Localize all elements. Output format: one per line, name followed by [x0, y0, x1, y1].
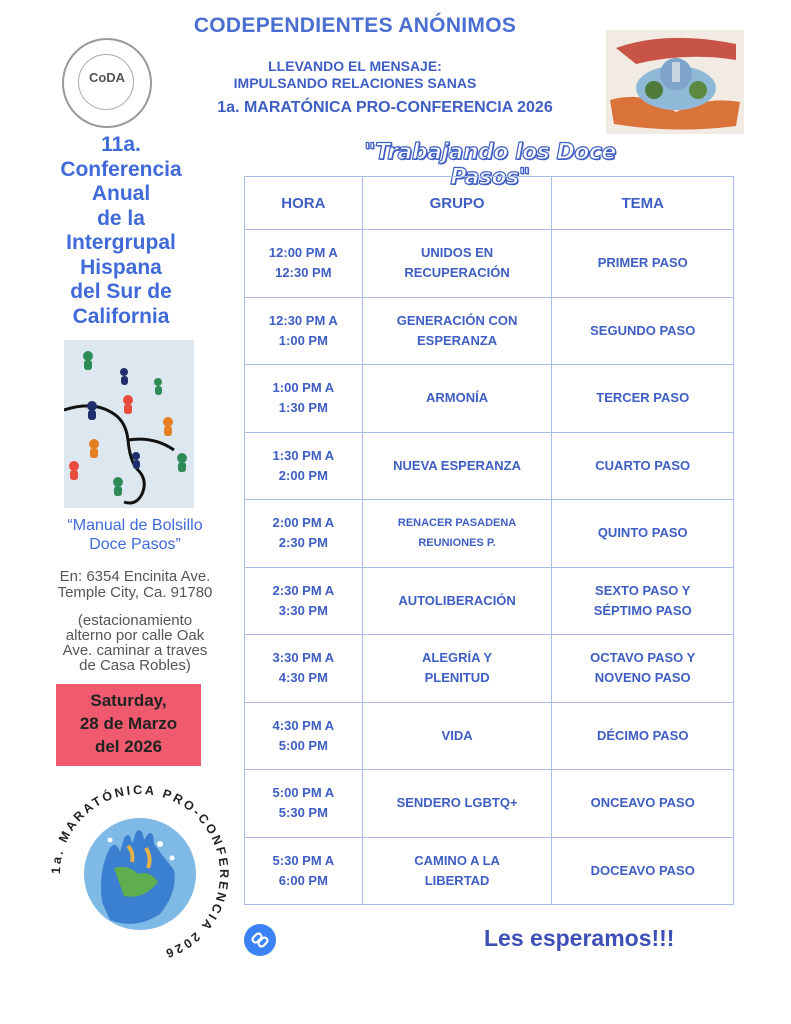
cell-line: GENERACIÓN CON	[396, 312, 518, 328]
table-row	[245, 297, 734, 365]
cell-grupo	[362, 365, 552, 433]
cell-tema	[552, 770, 734, 838]
manual-title	[40, 516, 230, 554]
cell-grupo	[362, 500, 552, 568]
header-line-3: 1a. MARATÓNICA PRO-CONFERENCIA 2026	[217, 99, 553, 116]
cell-line: SÉPTIMO PASO	[593, 602, 692, 618]
date-line: 28 de Marzo	[79, 714, 178, 733]
cell-hora	[245, 365, 363, 433]
cell-hora	[245, 230, 363, 298]
cell-hora	[245, 770, 363, 838]
table-row	[245, 837, 734, 905]
cell-line: 6:00 PM	[278, 872, 328, 888]
cell-line: CAMINO A LA	[414, 852, 500, 868]
cell-line: ALEGRÍA Y	[422, 650, 493, 666]
cell-line: RENACER PASADENA	[397, 517, 517, 530]
table-row	[245, 567, 734, 635]
header-tema: TEMA	[552, 177, 734, 230]
cell-hora	[245, 500, 363, 568]
marathon-badge	[40, 774, 240, 974]
cell-grupo	[362, 230, 552, 298]
table-row	[245, 365, 734, 433]
address-line: Temple City, Ca. 91780	[57, 584, 213, 601]
cell-line: 2:30 PM A	[272, 582, 335, 598]
cell-line: TERCER PASO	[596, 390, 690, 406]
date-line: Saturday,	[90, 691, 167, 710]
cell-tema	[552, 567, 734, 635]
cell-hora	[245, 567, 363, 635]
title-line: del Sur de	[70, 280, 172, 303]
manual-line: Doce Pasos”	[89, 536, 181, 553]
cell-line: 2:00 PM A	[272, 515, 335, 531]
cell-grupo	[362, 432, 552, 500]
cell-line: REUNIONES P.	[418, 537, 496, 550]
table-row	[245, 770, 734, 838]
cell-hora	[245, 702, 363, 770]
cell-tema	[552, 297, 734, 365]
closing-message: Les esperamos!!!	[484, 925, 675, 951]
cell-tema	[552, 500, 734, 568]
schedule-body	[245, 230, 734, 905]
network-people-image	[64, 340, 194, 508]
header-line-2: IMPULSANDO RELACIONES SANAS	[233, 75, 477, 91]
cell-tema	[552, 837, 734, 905]
cell-grupo	[362, 635, 552, 703]
cell-line: 1:00 PM	[278, 332, 328, 348]
header-hora: HORA	[245, 177, 363, 230]
address-line: En: 6354 Encinita Ave.	[59, 568, 211, 585]
parking-note	[30, 613, 240, 673]
cell-hora	[245, 297, 363, 365]
badge-graphic	[40, 774, 240, 974]
cell-grupo	[362, 702, 552, 770]
cell-line: 5:30 PM A	[272, 852, 335, 868]
cell-line: LIBERTAD	[424, 872, 490, 888]
cell-line: 4:30 PM	[278, 670, 328, 686]
hands-earth-illustration	[606, 30, 744, 134]
org-title: CODEPENDIENTES ANÓNIMOS	[193, 14, 517, 37]
cell-tema	[552, 702, 734, 770]
table-header-row	[245, 177, 734, 230]
title-line: Anual	[91, 182, 151, 205]
cell-line: NOVENO PASO	[594, 670, 691, 686]
cell-hora	[245, 837, 363, 905]
cell-line: CUARTO PASO	[595, 457, 691, 473]
table-row	[245, 635, 734, 703]
title-line: Intergrupal	[66, 231, 176, 254]
table-row	[245, 230, 734, 298]
cell-line: PRIMER PASO	[597, 255, 688, 271]
link-icon[interactable]	[244, 924, 276, 956]
cell-line: NUEVA ESPERANZA	[393, 457, 521, 473]
cell-line: SENDERO LGBTQ+	[396, 795, 518, 811]
cell-tema	[552, 365, 734, 433]
table-row	[245, 500, 734, 568]
schedule-table	[244, 176, 734, 905]
parking-line: (estacionamiento	[77, 612, 193, 629]
cell-line: QUINTO PASO	[597, 525, 688, 541]
title-line: Hispana	[80, 255, 162, 279]
cell-line: ESPERANZA	[416, 332, 498, 348]
cell-line: 1:30 PM A	[272, 447, 335, 463]
cell-grupo	[362, 837, 552, 905]
cell-line: 2:30 PM	[278, 535, 328, 551]
cell-line: 1:30 PM	[278, 400, 328, 416]
header-grupo: GRUPO	[362, 177, 552, 230]
cell-line: DÉCIMO PASO	[596, 727, 689, 743]
cell-line: PLENITUD	[424, 670, 490, 686]
date-line: del 2026	[94, 737, 163, 756]
cell-grupo	[362, 297, 552, 365]
cell-line: 2:00 PM	[278, 467, 328, 483]
cell-line: VIDA	[441, 727, 473, 743]
address	[30, 569, 240, 601]
cell-tema	[552, 230, 734, 298]
cell-line: SEXTO PASO Y	[595, 582, 691, 598]
cell-tema	[552, 432, 734, 500]
parking-line: alterno por calle Oak	[65, 627, 205, 644]
cell-line: OCTAVO PASO Y	[590, 650, 696, 666]
cell-line: 5:00 PM A	[272, 785, 335, 801]
cell-line: 1:00 PM A	[272, 380, 335, 396]
cell-line: 12:30 PM A	[268, 312, 338, 328]
theme-banner: "Trabajando los Doce Pasos"	[364, 140, 616, 190]
cell-hora	[245, 432, 363, 500]
cell-line: 12:00 PM A	[268, 245, 338, 261]
logo-text: CoDA	[88, 70, 126, 85]
cell-line: 4:30 PM A	[272, 717, 335, 733]
manual-line: “Manual de Bolsillo	[67, 517, 203, 534]
cell-line: 12:30 PM	[275, 265, 332, 281]
cell-hora	[245, 635, 363, 703]
table-row	[245, 432, 734, 500]
hands-earth-image	[606, 30, 744, 134]
cell-line: UNIDOS EN	[420, 245, 494, 261]
cell-line: RECUPERACIÓN	[404, 265, 510, 281]
cell-line: 5:00 PM	[278, 737, 328, 753]
cell-grupo	[362, 567, 552, 635]
cell-line: SEGUNDO PASO	[590, 322, 696, 338]
cell-line: 3:30 PM A	[272, 650, 335, 666]
cell-tema	[552, 635, 734, 703]
title-line: de la	[97, 206, 145, 230]
cell-grupo	[362, 770, 552, 838]
link-icon-glyph	[244, 924, 276, 956]
parking-line: de Casa Robles)	[79, 657, 191, 674]
title-line: California	[72, 304, 170, 328]
cell-line: DOCEAVO PASO	[590, 862, 695, 878]
conference-title	[22, 133, 220, 329]
event-date-box	[56, 684, 201, 766]
cell-line: 5:30 PM	[278, 805, 328, 821]
cell-line: ARMONÍA	[426, 390, 489, 406]
parking-line: Ave. caminar a traves	[62, 642, 208, 659]
cell-line: 3:30 PM	[278, 602, 328, 618]
coda-logo	[62, 38, 152, 128]
title-line: 11a.	[101, 133, 141, 156]
title-line: Conferencia	[60, 157, 182, 181]
badge-circular-text: 1a. MARATÓNICA PRO-CONFERENCIA 2026	[48, 782, 232, 962]
header-line-1: LLEVANDO EL MENSAJE:	[268, 58, 442, 74]
cell-line: AUTOLIBERACIÓN	[398, 592, 516, 608]
table-row	[245, 702, 734, 770]
cell-line: ONCEAVO PASO	[590, 795, 695, 811]
network-illustration	[64, 340, 194, 508]
